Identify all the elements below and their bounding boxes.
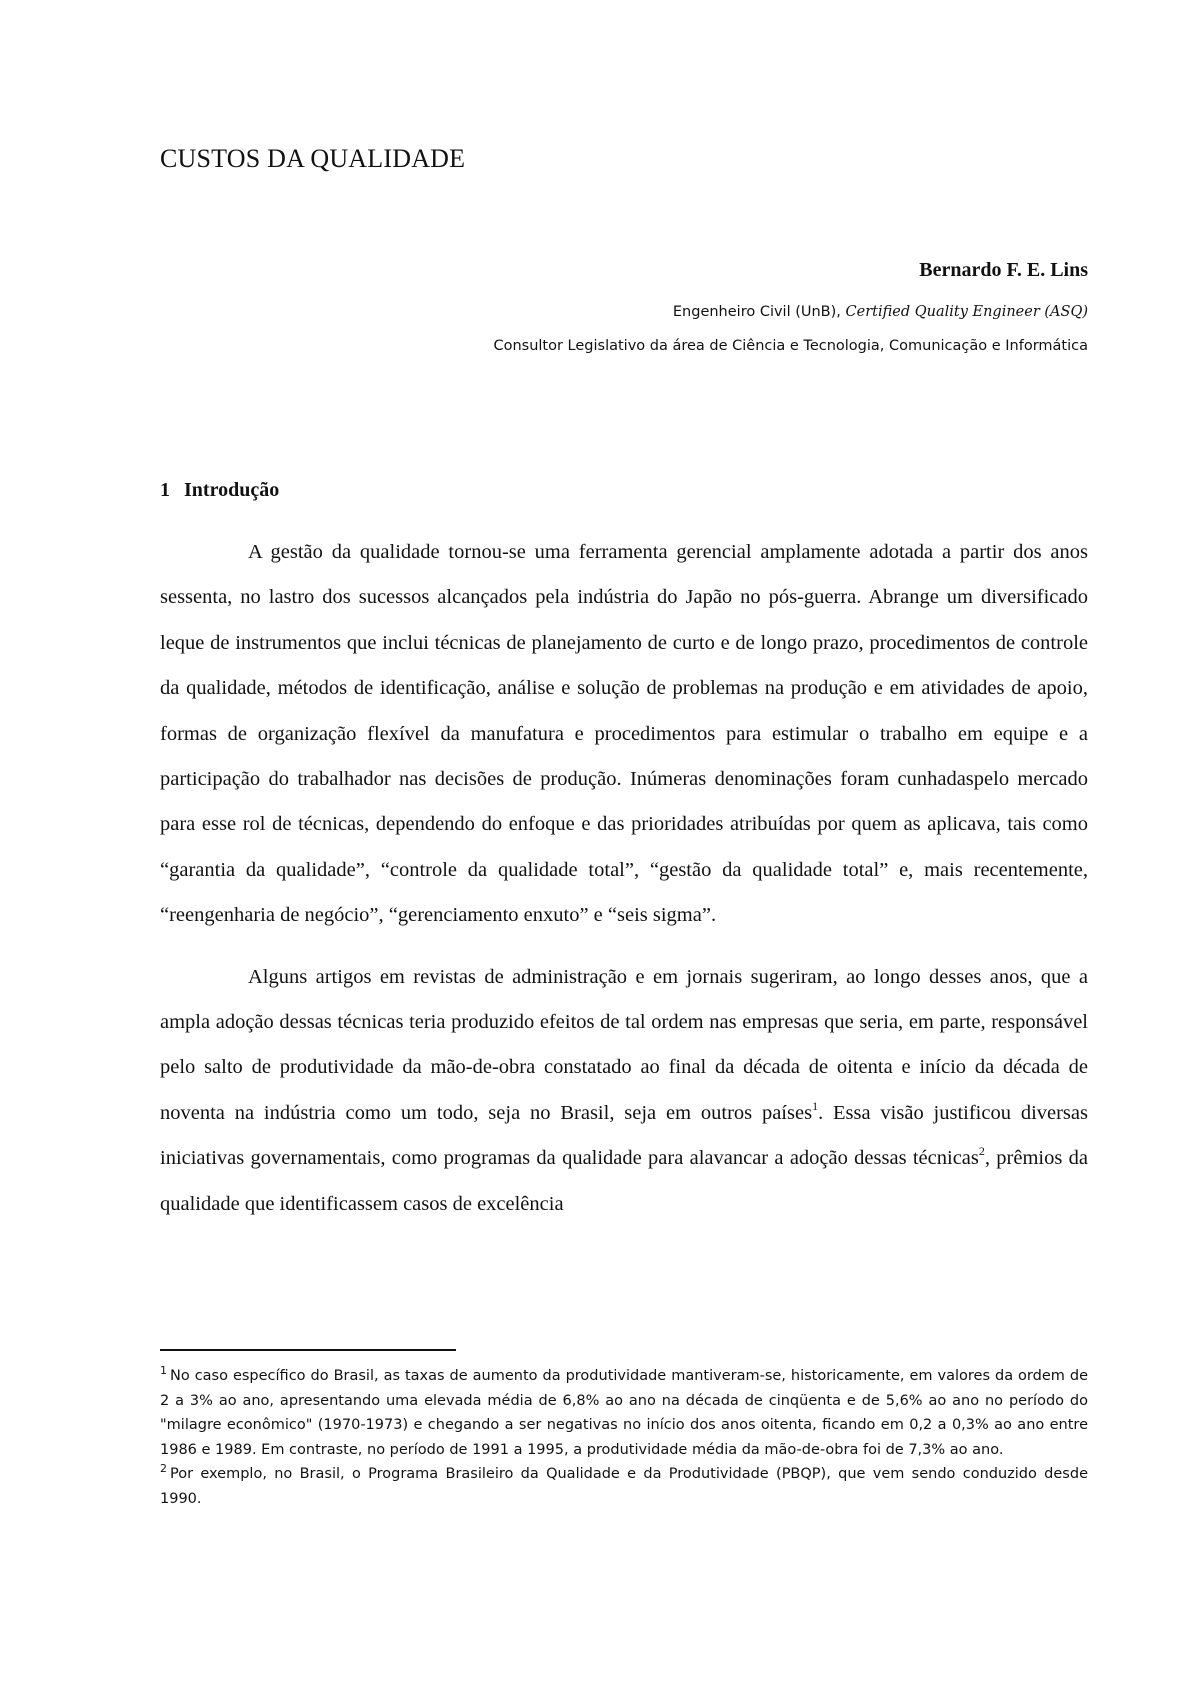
author-name: Bernardo F. E. Lins	[919, 259, 1088, 281]
footnote-2-mark: 2	[160, 1462, 167, 1475]
document-title: CUSTOS DA QUALIDADE	[160, 144, 466, 173]
footnote-2	[160, 1462, 1088, 1511]
section-number: 1	[160, 479, 170, 501]
author-affiliation-1	[493, 302, 1088, 322]
footnote-separator	[160, 1349, 456, 1351]
footnote-1-mark: 1	[160, 1364, 167, 1377]
paragraph-2-text-b: . Essa visão justificou diversas iniciativas governamentais, como programas da qualidade para alavancar a adoção dessas técnicas	[160, 1101, 1088, 1170]
footnote-reference-2[interactable]: 2	[978, 1144, 985, 1159]
paragraph-1: A gestão da qualidade tornou-se uma ferramenta gerencial amplamente adotada a partir dos anos sessenta, no lastro dos sucessos alcançados pela indústria do Japão no pós-guerra. Abrange um diversificado leque de instrumentos que inclui técnicas de planejamento de curto e de longo prazo, procedimentos de controle da qualidade, métodos de identificação, análise e solução de problemas na produção e em atividades de apoio, formas de organização flexível da manufatura e procedimentos para estimular o trabalho em equipe e a participação do trabalhador nas decisões de produção. Inúmeras denominações foram cunhadaspelo mercado para esse rol de técnicas, dependendo do enfoque e das prioridades atribuídas por quem as aplicava, tais como “garantia da qualidade”, “controle da qualidade total”, “gestão da qualidade total” e, mais recentemente, “reengenharia de negócio”, “gerenciamento enxuto” e “seis sigma”.	[160, 541, 1088, 927]
footnote-1	[160, 1364, 1088, 1462]
footnote-2-text: Por exemplo, no Brasil, o Programa Brasileiro da Qualidade e da Produtividade (PBQP), que vem sendo conduzido desde 1990.	[160, 1466, 1088, 1507]
footnotes	[160, 1364, 1088, 1511]
paragraph-2-text-c: , prêmios da qualidade que identificassem casos de excelência	[160, 1147, 1088, 1215]
footnote-reference-1[interactable]: 1	[812, 1098, 819, 1113]
paragraph-2	[160, 955, 1088, 1227]
paragraph-2-text-a: Alguns artigos em revistas de administração e em jornais sugeriram, ao longo desses anos, que a ampla adoção dessas técnicas teria produzido efeitos de tal ordem nas empresas que seria, em parte, responsável pelo salto de produtividade da mão-de-obra constatado ao final da década de oitenta e início da década de noventa na indústria como um todo, seja no Brasil, seja em outros países	[160, 965, 1088, 1124]
affiliation-1-certification: Certified Quality Engineer (ASQ)	[845, 304, 1088, 320]
footnote-1-text: No caso específico do Brasil, as taxas de aumento da produtividade mantiveram-se, historicamente, em valores da ordem de 2 a 3% ao ano, apresentando uma elevada média de 6,8% ao ano na década de cinqüenta e de 5,6% ao ano no período do "milagre econômico" (1970-1973) e chegando a ser negativas no início dos anos oitenta, ficando em 0,2 a 0,3% ao ano entre 1986 e 1989. Em contraste, no período de 1991 a 1995, a produtividade média da mão-de-obra foi de 7,3% ao ano.	[160, 1368, 1088, 1458]
section-title: Introdução	[184, 479, 280, 501]
author-affiliation-2: Consultor Legislativo da área de Ciência e Tecnologia, Comunicação e Informática	[493, 338, 1088, 354]
affiliation-1-text: Engenheiro Civil (UnB),	[672, 304, 846, 320]
section-heading	[160, 478, 279, 502]
body-text	[160, 530, 1088, 1227]
document-page	[160, 0, 1088, 1694]
author-block	[493, 258, 1088, 370]
